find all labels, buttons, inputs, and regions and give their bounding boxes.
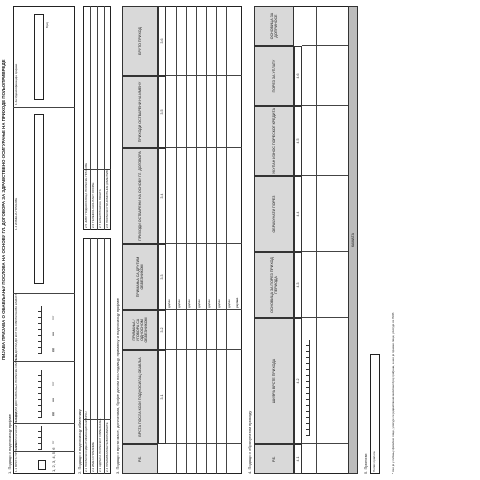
col-num-4-6: 4.6 (294, 46, 302, 106)
interest-row: КАМАТА (348, 6, 358, 474)
field-2-1-label: 2.1 ПОРЕСКИ ИДЕНТИФИКАЦИОНИ БРОЈ (84, 411, 88, 472)
section-1-frame (13, 6, 75, 474)
col-num-3-6: 3.6 (158, 6, 166, 76)
field-2-7-label: 2.7 ЕЛЕКТРОНСКА ПОШТА (98, 189, 102, 228)
field-2-2-input[interactable] (91, 239, 97, 419)
col-header-3-6: БРУТО ПРИХОД (122, 6, 158, 76)
col-num-3-2: 3.2 (158, 310, 166, 350)
field-1-3a-gggg: гггг (51, 315, 55, 320)
col-header-4-5: ПОРЕЗ ЗА УПЛАТУ (254, 46, 294, 106)
field-2-6-label: 2.6 ТЕЛЕФОН КОНТАКТ ОСОБЕ (91, 182, 95, 228)
field-2-4-label: 2.4 ПРЕБИВАЛИШТЕ/БОРАВИШТЕ (105, 422, 109, 472)
field-1-1-label: 1.1 ВРСТА ПРИЈАВЕ (14, 442, 18, 472)
footnote: * Ако је у питању физичко лице, уписује се јединствени матични број грађана, а ако је правно лице, уписује се ПИБ (391, 312, 395, 474)
field-1-4-box[interactable] (34, 114, 44, 284)
col-num-3-1: 3.1 (158, 350, 166, 444)
row-num-4-1: 4.1 (294, 444, 302, 474)
field-1-3-gggg: гггг (51, 381, 55, 386)
field-1-4-label: 1.4 ИЗМЕНА ПРИЈАВЕ (14, 197, 18, 230)
section-1-title: 1. Подаци о подносиоцу пријаве (7, 414, 12, 474)
field-1-3-boxes[interactable] (38, 370, 42, 418)
field-2-7-input[interactable] (98, 7, 104, 169)
section-3-title: 3. Подаци о врсти масе, доплатама, бројке даном послодавцу, примању и подносиоцу пријаве (115, 298, 120, 474)
date-cell-1: дд/мм (167, 299, 171, 308)
field-2-6-input[interactable] (91, 7, 97, 169)
col-header-3-3: ПРИМАЊА СА ДРУГИМ ОБВЕЗНИКОМ (122, 244, 158, 310)
date-cell-5: дд/мм (207, 299, 211, 308)
col-header-3-4: ПРИХОДИ ОСТВАРЕНИ НА ОСНОВУ ГЛ. ДОГОВОРА (122, 148, 158, 244)
section-2-title: 2. Подаци о подносиоцу обвезнику (77, 409, 82, 474)
field-1-3-dd: ДД (51, 411, 55, 416)
field-2-8-input[interactable] (105, 7, 111, 169)
field-1-3a-label: 1.3а ДАТУМ ДО КОГ СЕ ОБРАЧУНАВА КАМАТА (14, 293, 18, 360)
field-2-2-label: 2.2 ИМЕ И ПРЕЗИМЕ (91, 441, 95, 472)
field-1-4a-label: 1.4а Идентификација пријаве (14, 63, 18, 105)
col-num-3-5: 3.5 (158, 76, 166, 148)
col-num-4-2: 4.2 (294, 318, 302, 444)
field-1-2-boxes[interactable] (38, 426, 42, 450)
field-2-3-input[interactable] (98, 239, 104, 419)
field-1-4a-box[interactable] (34, 14, 44, 100)
date-cell-4: дд/мм (197, 299, 201, 308)
date-cell-6: дд/мм (217, 299, 221, 308)
col-num-3-3: 3.3 (158, 244, 166, 310)
field-1-3-label: 1.3 ДАТУМ ДОСТАВЉАЊА ПОРЕСКЕ ОБАВЕЗЕ (14, 353, 18, 422)
attachments-label: Попис прилога (372, 451, 376, 472)
field-2-4-input[interactable] (105, 239, 111, 419)
field-2-5-input[interactable] (84, 7, 90, 169)
field-1-3a-mm: мм (51, 331, 55, 336)
field-2-8-label: 2.8 ПОРЕСКИ ПУНОМОЋНИК (ИМЕ/ПИБ) (105, 168, 109, 228)
date-cell-7: дд/мм (227, 299, 231, 308)
field-1-1-codes: 1, 2, 3, 4, 5, 6 (51, 447, 56, 472)
field-1-1-box[interactable] (38, 460, 46, 470)
field-1-2-yy: ггг (51, 440, 55, 444)
field-1-3-mm: мм (51, 397, 55, 402)
col-header-4-1: ШИФРА ВРСТЕ ПРИХОДА (254, 318, 294, 444)
col-header-4-6: ОСНОВИЦА ЗА ДОПРИНОСЕ (254, 6, 294, 46)
date-cell-3: дд/мм (187, 299, 191, 308)
field-1-4a-broj: Број (45, 22, 49, 28)
field-2-5-label: 2.5 ЈМБГ ПОДНОСИОЦА ПОРЕСКЕ ПРИЈАВЕ (84, 162, 88, 228)
col-header-4-2: ОСНОВИЦА ЗА ПОРЕЗ ПРИХОД ПЕРИОДА (254, 252, 294, 318)
section-4-title: 4. Подаци о обрачунатом приходу (247, 410, 252, 474)
col-header-3-2: ПРИМАЊА / УГОВОРА СА ОДНОСНОМ ОБВЕЗНИКОМ (122, 310, 158, 350)
col-header-rb: Р.Б. (122, 444, 158, 474)
date-cell-2: дд/мм (177, 299, 181, 308)
col-header-4-4: УКУПАН ИЗНОС ПОРЕСКОГ КРЕДИТА (254, 106, 294, 176)
field-1-3a-dd: ДД (51, 347, 55, 352)
col-header-3-1: ВРСТА ПОСЛА КОЈИ ПОДНОСИЛАЦ ОБАВЉА (122, 350, 158, 444)
col-header-3-5: ПРИХОДИ ОСТВАРЕНИ НА ИМЕНУ (122, 76, 158, 148)
col-header-rb-4: Р.Б. (254, 444, 294, 474)
col-num-3-4: 3.4 (158, 148, 166, 244)
field-1-3a-boxes[interactable] (38, 306, 42, 354)
form-title: ПИЈАВА ПРИЈАВА О ОБАВЉАЊУ ПОСЛОВА НА ОСНОВУ ГЛ. ДОГОВОРА ЗА ЗДРАВСТВЕНО ОСИГУРАЊЕ НА ПРИХОДЕ ПОЉОПРИВРЕДЕ (1, 59, 6, 360)
field-2-3-label: 2.3 АДРЕСА ПОРЕСКОГ ОБВЕЗНИКА (98, 418, 102, 472)
field-2-1-input[interactable] (84, 239, 90, 419)
col-num-4-3: 4.3 (294, 252, 302, 318)
income-code-boxes[interactable] (306, 340, 310, 436)
field-1-2-label: 1.2 ОБРАЧУНСКИ ПЕРИОД (14, 411, 18, 450)
col-num-4-4: 4.4 (294, 176, 302, 252)
col-header-4-3: ОБРАЧУНАТИ ПОРЕЗ (254, 176, 294, 252)
total-label: укупно (235, 297, 239, 308)
col-num-4-5: 4.5 (294, 106, 302, 176)
section-5-title: 5. Прилози (363, 453, 368, 474)
